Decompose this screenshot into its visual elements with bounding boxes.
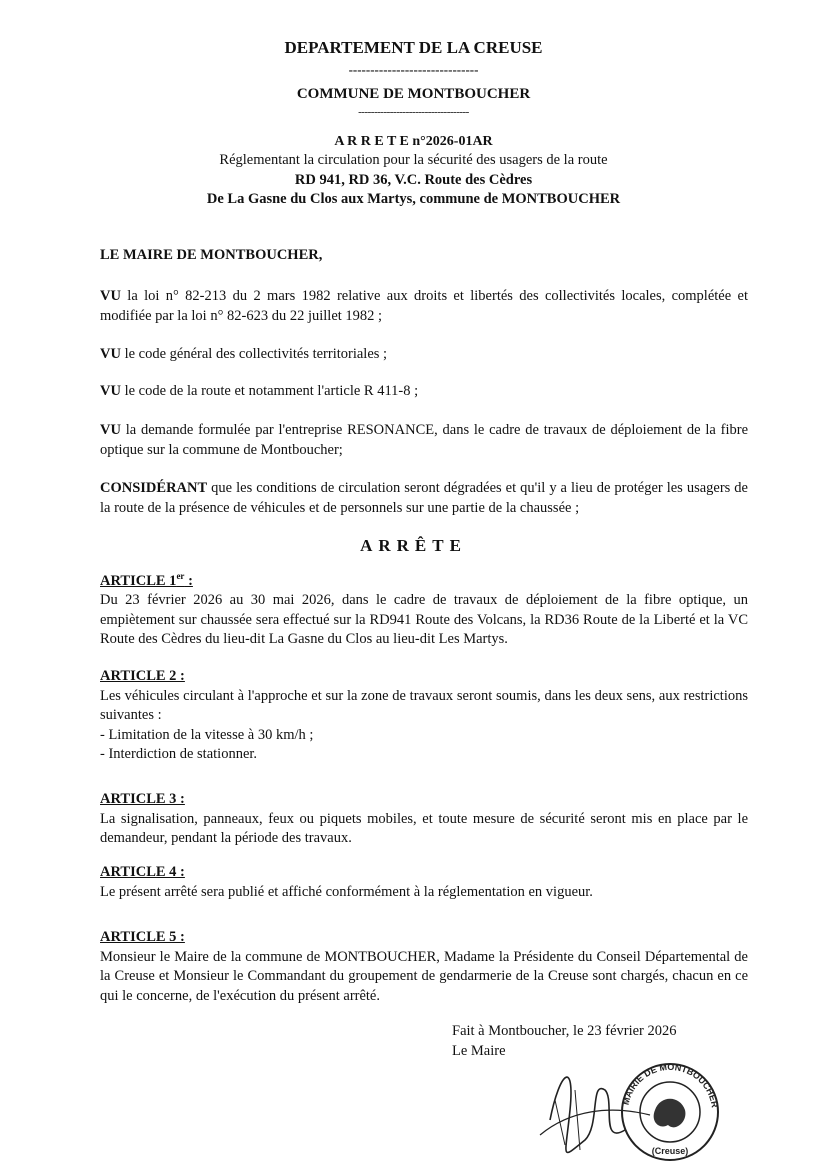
arrete-roads: RD 941, RD 36, V.C. Route des Cèdres xyxy=(294,172,533,188)
stamp-text: MAIRIE DE MONTBOUCHER xyxy=(620,1061,720,1109)
signature-role: Le Maire xyxy=(452,1043,506,1059)
signature-place-date: Fait à Montboucher, le 23 février 2026 xyxy=(452,1023,677,1039)
arrete-number: A R R E T E n°2026-01AR xyxy=(334,134,493,149)
article-4 xyxy=(100,863,748,902)
considerant-paragraph xyxy=(100,479,748,518)
signature-stroke xyxy=(555,1090,580,1150)
article-1 xyxy=(100,567,748,650)
article-text: Les véhicules circulant à l'approche et sur la zone de travaux seront soumis, dans les deux sens, aux restrictions suivantes : xyxy=(100,687,748,723)
visa-lead: VU xyxy=(100,288,121,304)
article-title-sup: er xyxy=(176,571,185,581)
article-title xyxy=(100,567,193,591)
restriction-item: - Interdiction de stationner. xyxy=(100,746,258,762)
signature-stroke xyxy=(550,1077,625,1152)
article-text: Le présent arrêté sera publié et affiché conformément à la réglementation en vigueur. xyxy=(100,883,593,900)
commune-heading: COMMUNE DE MONTBOUCHER xyxy=(296,86,531,102)
article-2 xyxy=(100,667,748,765)
article-title-end: : xyxy=(184,572,193,589)
visa-lead: VU xyxy=(100,383,121,399)
visa-paragraph xyxy=(100,421,748,460)
article-text: Du 23 février 2026 au 30 mai 2026, dans le cadre de travaux de déploiement de la fibre optique, un empiètement sur chaussée sera effectué sur la RD941 Route des Volcans, la RD36 Route de la Liberté et la VC Route des Cèdres du lieu-dit La Gasne du Clos au lieu-dit Les Martys. xyxy=(100,592,748,648)
article-title: ARTICLE 3 : xyxy=(100,791,185,807)
article-text: La signalisation, panneaux, feux ou piquets mobiles, et toute mesure de sécurité seront mis en place par le demandeur, pendant la période des travaux. xyxy=(100,810,748,846)
visa-lead: VU xyxy=(100,346,121,362)
department-heading: DEPARTEMENT DE LA CREUSE xyxy=(284,38,543,57)
article-title: ARTICLE 4 : xyxy=(100,864,185,880)
article-text: Monsieur le Maire de la commune de MONTBOUCHER, Madame la Présidente du Conseil Départemental de la Creuse et Monsieur le Commandant du groupement de gendarmerie de la Creuse sont chargés, chacun en ce qui le concerne, de l'exécution du présent arrêté. xyxy=(100,948,748,1004)
stamp-emblem xyxy=(654,1099,686,1128)
considerant-lead: CONSIDÉRANT xyxy=(100,480,208,496)
article-5 xyxy=(100,928,748,1006)
arrete-title: ARRÊTE xyxy=(360,536,467,555)
visa-text: le code général des collectivités territoriales ; xyxy=(120,346,388,362)
arrete-subject: Réglementant la circulation pour la sécurité des usagers de la route xyxy=(219,152,608,168)
visa-text: la loi n° 82-213 du 2 mars 1982 relative aux droits et libertés des collectivités locales, complétée et modifiée par la loi n° 82-623 du 22 juillet 1982 ; xyxy=(100,288,748,324)
considerant-text: que les conditions de circulation seront dégradées et qu'il y a lieu de protéger les usagers de la route de la présence de véhicules et de personnels sur une partie de la chaussée ; xyxy=(100,480,748,516)
article-title-main: ARTICLE 1 xyxy=(100,572,177,589)
visa-paragraph xyxy=(100,345,748,365)
maire-heading: LE MAIRE DE MONTBOUCHER, xyxy=(100,247,323,263)
stamp-text: (Creuse) xyxy=(651,1146,689,1156)
header-separator: ------------------------------ xyxy=(348,62,479,77)
article-title: ARTICLE 5 : xyxy=(100,929,185,945)
visa-paragraph xyxy=(100,382,748,402)
article-3 xyxy=(100,790,748,849)
signature-stroke xyxy=(540,1110,650,1135)
header-separator: ----------------------------------- xyxy=(358,106,469,118)
visa-paragraph xyxy=(100,287,748,326)
article-title: ARTICLE 2 : xyxy=(100,668,185,684)
visa-text: la demande formulée par l'entreprise RESONANCE, dans le cadre de travaux de déploiement de la fibre optique sur la commune de Montboucher; xyxy=(100,422,748,458)
visa-lead: VU xyxy=(100,422,121,438)
restriction-item: - Limitation de la vitesse à 30 km/h ; xyxy=(100,726,314,743)
mairie-stamp-and-signature xyxy=(530,1050,730,1168)
arrete-place: De La Gasne du Clos aux Martys, commune de MONTBOUCHER xyxy=(206,191,621,207)
visa-text: le code de la route et notamment l'article R 411-8 ; xyxy=(120,383,419,399)
